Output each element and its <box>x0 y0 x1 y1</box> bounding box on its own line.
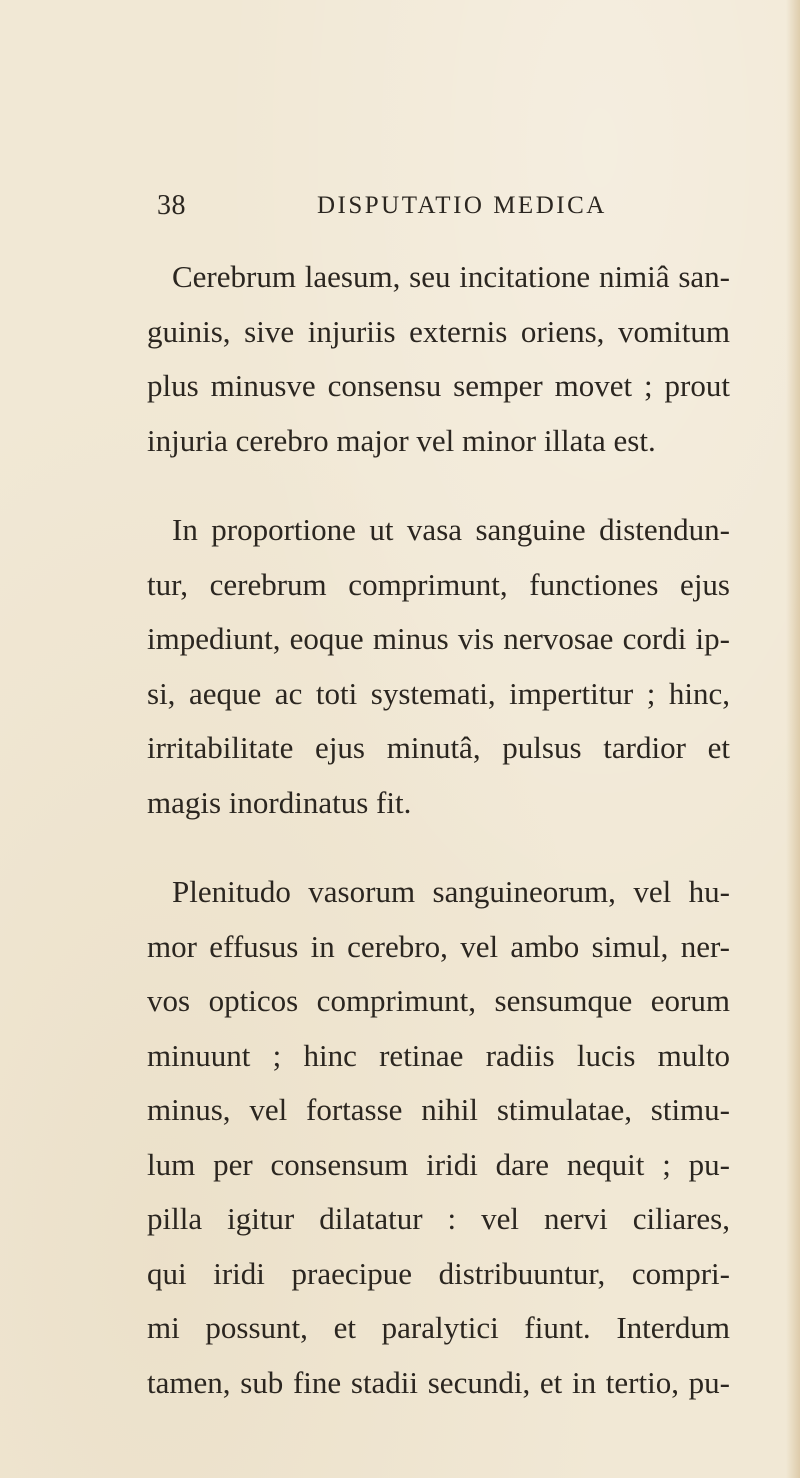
text-line: plus minusve consensu semper movet ; prout <box>147 368 730 403</box>
paragraph-1 <box>147 250 730 468</box>
page-number: 38 <box>157 190 186 221</box>
text-line: Plenitudo vasorum sanguineorum, vel hu- <box>172 874 730 909</box>
text-line: minuunt ; hinc retinae radiis lucis multo <box>147 1037 730 1073</box>
text-line: impediunt, eoque minus vis nervosae cordi ip- <box>147 621 730 656</box>
text-line: mi possunt, et paralytici fiunt. Interdum <box>147 1310 730 1345</box>
text-line: guinis, sive injuriis externis oriens, vomitum <box>147 313 730 349</box>
text-line: lum per consensum iridi dare nequit ; pu- <box>147 1146 730 1182</box>
text-line: In proportione ut vasa sanguine distendun- <box>172 512 730 547</box>
text-line: magis inordinatus fit. <box>147 784 412 820</box>
paragraph-3 <box>147 865 730 1410</box>
text-line: Cerebrum laesum, seu incitatione nimiâ san- <box>172 259 730 294</box>
text-line: tamen, sub fine stadii secundi, et in tertio, pu- <box>147 1364 730 1400</box>
paragraph-2 <box>147 503 730 830</box>
running-head <box>157 190 617 230</box>
text-line: vos opticos comprimunt, sensumque eorum <box>147 983 730 1018</box>
text-line: mor effusus in cerebro, vel ambo simul, ner- <box>147 928 730 964</box>
page-edge-shadow <box>786 0 800 1478</box>
text-line: injuria cerebro major vel minor illata est. <box>147 422 656 458</box>
text-line: tur, cerebrum comprimunt, functiones ejus <box>147 566 730 602</box>
text-line: pilla igitur dilatatur : vel nervi ciliares, <box>147 1201 730 1236</box>
text-line: si, aeque ac toti systemati, impertitur ; hinc, <box>147 675 730 711</box>
body-text <box>147 250 730 1445</box>
running-title: DISPUTATIO MEDICA <box>317 192 607 219</box>
text-line: irritabilitate ejus minutâ, pulsus tardior et <box>147 730 730 765</box>
text-line: qui iridi praecipue distribuuntur, compri- <box>147 1255 730 1291</box>
text-line: minus, vel fortasse nihil stimulatae, stimu- <box>147 1092 730 1127</box>
